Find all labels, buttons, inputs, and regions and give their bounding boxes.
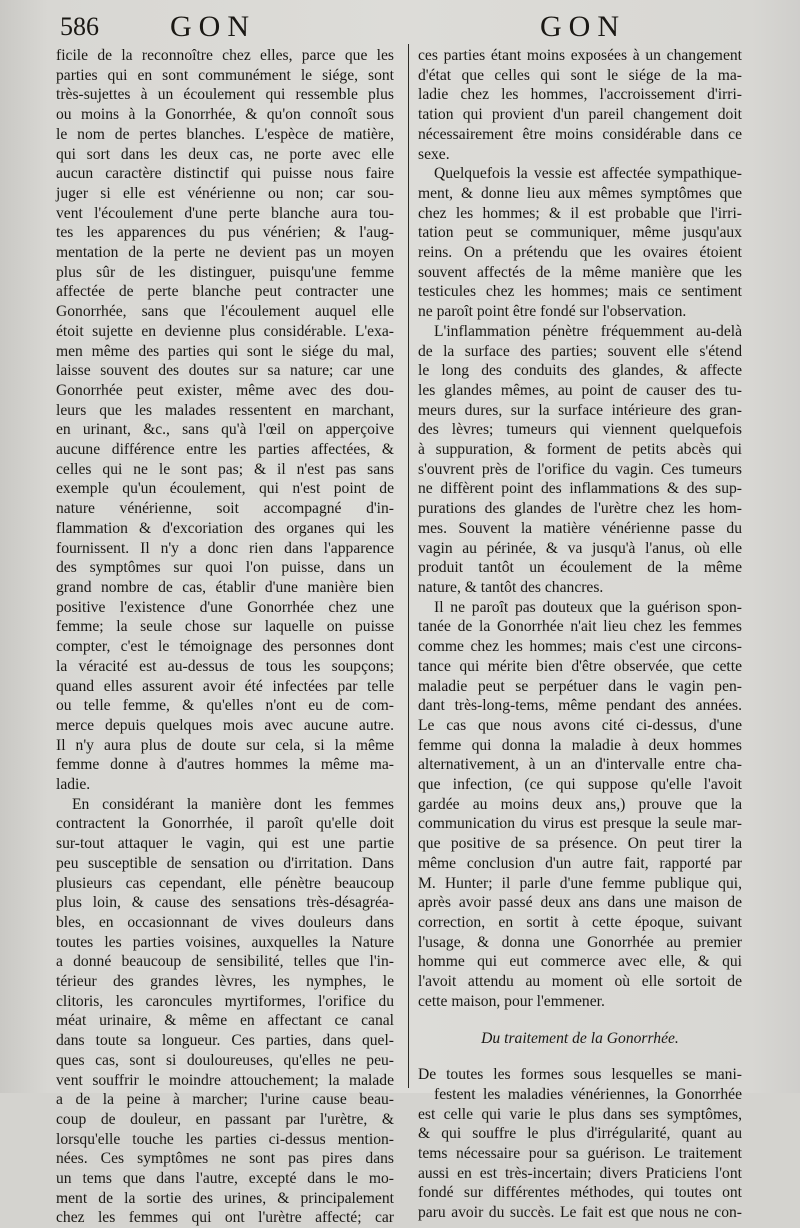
text-line: tation peut se communiquer, même jusqu'aux	[418, 224, 742, 242]
text-line: ment de la sortie des urines, & principalement	[56, 1189, 394, 1207]
text-line: que infection, (ce qui suppose qu'elle l'avoit	[418, 776, 742, 794]
text-line: nature, & tantôt des chancres.	[418, 578, 604, 596]
text-line: laisse souvent des doutes sur sa nature; car une	[56, 362, 394, 380]
text-line: aucune différence entre les parties affectées, &	[56, 441, 394, 459]
text-line: quand elles assurent avoir été infectées par telle	[56, 677, 394, 695]
text-line: s'ouvrent près de l'orifice du vagin. Ces tumeurs	[418, 460, 742, 478]
text-line: tation qui provient d'un pareil changement doit	[418, 106, 742, 124]
text-line: que positive de sa présence. On peut tirer la	[418, 835, 742, 853]
left-column	[56, 46, 394, 1228]
text-line: nécessairement être moins considérable dans ce	[418, 125, 742, 143]
text-line: leurs que les malades ressentent en marchant,	[56, 401, 394, 419]
text-line: En considérant la manière dont les femmes	[72, 795, 394, 813]
text-line: en urinant, &c., sans qu'à l'œil on apperçoive	[56, 421, 394, 439]
text-line: a donné beaucoup de sensibilité, telles que l'in-	[56, 953, 394, 971]
text-line: Il n'y aura plus de doute sur cela, si la même	[56, 736, 394, 754]
text-line: le nom de pertes blanches. L'espèce de matière,	[56, 125, 394, 143]
text-line: le long des conduits des glandes, & affecte	[418, 362, 742, 380]
text-line: vagin au périnée, & va jusqu'à l'anus, où elle	[418, 539, 742, 557]
text-line: mes. Souvent la matière vénérienne passe du	[418, 519, 742, 537]
section-title: Du traitement de la Gonorrhée.	[481, 1030, 679, 1048]
text-line: positive l'existence d'une Gonorrhée chez une	[56, 598, 394, 616]
column-divider	[408, 44, 409, 1088]
text-line: correction, en sortit à cette époque, suivant	[418, 913, 742, 931]
page-header	[0, 6, 800, 46]
text-line: aucun caractère distinctif qui puisse nous faire	[56, 165, 394, 183]
text-line: purations des glandes de l'urètre chez les hom-	[418, 500, 742, 518]
text-line: exemple qu'un écoulement, qui n'est point de	[56, 480, 394, 498]
text-line: juger si elle est vénérienne ou non; car sou-	[56, 184, 394, 202]
text-line: celles qui ne le sont pas; & il n'est pas sans	[56, 460, 394, 478]
text-line: plus sûr de les distinguer, puisqu'une femme	[56, 263, 394, 281]
text-line: térieur des grandes lèvres, les nymphes, le	[56, 973, 394, 991]
text-line: des lèvres; tumeurs qui viennent quelquefois	[418, 421, 742, 439]
text-line: Le cas que nous avons cité ci-dessus, d'une	[418, 716, 742, 734]
text-line: vent souffrir le moindre attouchement; la malade	[56, 1071, 394, 1089]
text-line: paru avoir du succès. Le fait est que nous ne con-	[418, 1204, 742, 1222]
text-line: l'avoit attendu au moment où elle sortoit de	[418, 973, 742, 991]
text-line: ces parties étant moins exposées à un changement	[418, 47, 742, 64]
text-line: fournissent. Il n'y a donc rien dans l'apparence	[56, 539, 394, 557]
text-line: est celle qui varie le plus dans ses symptômes,	[418, 1105, 742, 1123]
text-line: des symptômes sur quoi l'on puisse, dans un	[56, 559, 394, 577]
text-line: grand nombre de cas, établir d'une manière bien	[56, 578, 394, 596]
text-line: à suppuration, & forment de petits abcès qui	[418, 441, 742, 459]
text-line: tes les apparences du pus vénérien; & l'aug-	[56, 224, 394, 242]
text-line: peu susceptible de sensation ou d'irritation. Dans	[56, 854, 394, 872]
text-line: meurs dures, sur la surface intérieure des gran-	[418, 401, 742, 419]
text-line: clitoris, les caroncules myrtiformes, l'orifice du	[56, 992, 394, 1010]
text-line: ladie.	[56, 776, 91, 794]
page-number: 586	[60, 12, 99, 41]
text-line: merce depuis quelques mois avec aucune autre.	[56, 716, 394, 734]
text-line: étoit sujette en devienne plus considérable. L'exa-	[56, 322, 394, 340]
text-line: comme chez les hommes; mais c'est une circons-	[418, 638, 742, 656]
text-line: d'état que celles qui sont le siége de la ma-	[418, 66, 742, 84]
text-line: tance qui mérite bien d'être observée, que cette	[418, 657, 742, 675]
text-line: homme qui eut commerce avec elle, & qui	[418, 953, 742, 971]
text-line: communication du virus est presque la seule mar-	[418, 815, 742, 833]
text-line: bles, en occasionnant de vives douleurs dans	[56, 913, 394, 931]
text-line: nature vénérienne, soit accompagné d'in-	[56, 500, 394, 518]
text-line: qui sort dans les deux cas, ne porte avec elle	[56, 145, 394, 163]
text-line: tanée de la Gonorrhée n'ait lieu chez les femmes	[418, 618, 742, 636]
right-column	[418, 46, 742, 1223]
text-line: après avoir passé deux ans dans une maison de	[418, 894, 742, 912]
text-line: compter, c'est le témoignage des personnes dont	[56, 638, 394, 656]
running-head-right: GON	[540, 10, 626, 43]
text-line: Quelquefois la vessie est affectée sympathique-	[434, 165, 742, 183]
text-line: produit tantôt un écoulement de la même	[418, 559, 742, 577]
text-line: l'usage, & donna une Gonorrhée au premier	[418, 933, 742, 951]
text-line: femme donne à d'autres hommes la même ma-	[56, 756, 394, 774]
running-head-left: GON	[170, 10, 256, 43]
text-line: un tems que dans l'autre, excepté dans le mo-	[56, 1170, 394, 1188]
text-line: méat urinaire, & même en affectant ce canal	[56, 1012, 394, 1030]
text-line: affectée de perte blanche peut contracter une	[56, 283, 394, 301]
text-line: Il ne paroît pas douteux que la guérison spon-	[434, 598, 742, 616]
text-line: reins. On a prétendu que les ovaires étoient	[418, 244, 742, 262]
text-line: les glandes mêmes, au point de causer des tu-	[418, 381, 742, 399]
text-line: toutes les parties voisines, auxquelles la Nature	[56, 933, 394, 951]
text-line: parties qui en sont communément le siége, sont	[56, 66, 394, 84]
text-line: très-sujettes à un écoulement qui ressemble plus	[56, 86, 394, 104]
text-line: femme; la seule chose sur laquelle on puisse	[56, 618, 394, 636]
text-line: ou telle femme, & qu'elles n'ont eu de com-	[56, 697, 394, 715]
text-line: gardée au moins deux ans,) prouve que la	[418, 795, 742, 813]
text-line: ficile de la reconnoître chez elles, parce que les	[56, 47, 394, 64]
text-line: même conclusion d'un autre fait, rapporté par	[418, 854, 742, 872]
text-line: M. Hunter; il parle d'une femme publique qui,	[418, 874, 742, 892]
text-line: dans toute sa longueur. Ces parties, dans quel-	[56, 1032, 394, 1050]
text-line: femme qui donna la maladie à deux hommes	[418, 736, 742, 754]
text-line: tems nécessaire pour sa guérison. Le traitement	[418, 1144, 742, 1162]
text-line: ne diffèrent point des inflammations & des sup-	[418, 480, 742, 498]
text-line: mentation de la perte ne devient pas un moyen	[56, 244, 394, 262]
text-line: men même des parties qui sont le siége du mal,	[56, 342, 394, 360]
text-line: vent l'écoulement d'une perte blanche aura tou-	[56, 204, 394, 222]
text-line: ne paroît point être fondé sur l'observation.	[418, 303, 687, 321]
text-line: sexe.	[418, 145, 450, 163]
text-line: lorsqu'elle touche les parties ci-dessus mention-	[56, 1130, 394, 1148]
text-line: & qui souffre le plus d'irrégularité, quant au	[418, 1125, 742, 1143]
text-line: flammation & d'excoriation des organes qui les	[56, 519, 394, 537]
text-line: ou moins à la Gonorrhée, & qu'on connoît sous	[56, 106, 394, 124]
text-line: ques cas, sont si douloureuses, qu'elles ne peu-	[56, 1051, 394, 1069]
text-line: plus loin, & cause des sensations très-désagréa-	[56, 894, 394, 912]
text-line: ladie chez les hommes, l'accroissement d'irri-	[418, 86, 742, 104]
text-line: dant très-long-tems, même pendant des années.	[418, 697, 742, 715]
text-line: sur-tout attaquer le vagin, qui est une partie	[56, 835, 394, 853]
text-line: maladie peut se perpétuer dans le vagin pen-	[418, 677, 742, 695]
text-line: Gonorrhée peut exister, même avec des dou-	[56, 381, 394, 399]
text-line: souvent affectés de la même manière que les	[418, 263, 742, 281]
text-line: festent les maladies vénériennes, la Gonorrhée	[434, 1085, 742, 1103]
text-line: ment, & donne lieu aux mêmes symptômes que	[418, 184, 742, 202]
text-line: alternativement, à un an d'intervalle entre cha-	[418, 756, 742, 774]
text-line: De toutes les formes sous lesquelles se mani-	[418, 1066, 742, 1084]
text-line: de la surface des parties; souvent elle s'étend	[418, 342, 742, 360]
text-line: nées. Ces symptômes ne sont pas pires dans	[56, 1150, 394, 1168]
text-line: aussi en est très-incertain; divers Praticiens l'ont	[418, 1164, 742, 1182]
text-line: contractent la Gonorrhée, il paroît qu'elle doit	[56, 815, 394, 833]
text-line: coup de douleur, en passant par l'urètre, &	[56, 1110, 394, 1128]
text-line: Gonorrhée, sans que l'écoulement auquel elle	[56, 303, 394, 321]
text-line: chez les hommes; & il est probable que l'irri-	[418, 204, 742, 222]
text-line: cette maison, pour l'emmener.	[418, 992, 605, 1010]
text-line: fondé sur différentes méthodes, qui toutes ont	[418, 1184, 742, 1202]
text-line: la véracité est au-dessus de tous les soupçons;	[56, 657, 394, 675]
text-line: testicules chez les hommes; mais ce sentiment	[418, 283, 742, 301]
text-line: chez les femmes qui ont l'urètre affecté; car	[56, 1209, 394, 1227]
text-line: plusieurs cas cependant, elle pénètre beaucoup	[56, 874, 394, 892]
text-line: a de la peine à marcher; l'urine cause beau-	[56, 1091, 394, 1109]
text-line: L'inflammation pénètre fréquemment au-delà	[434, 322, 742, 340]
